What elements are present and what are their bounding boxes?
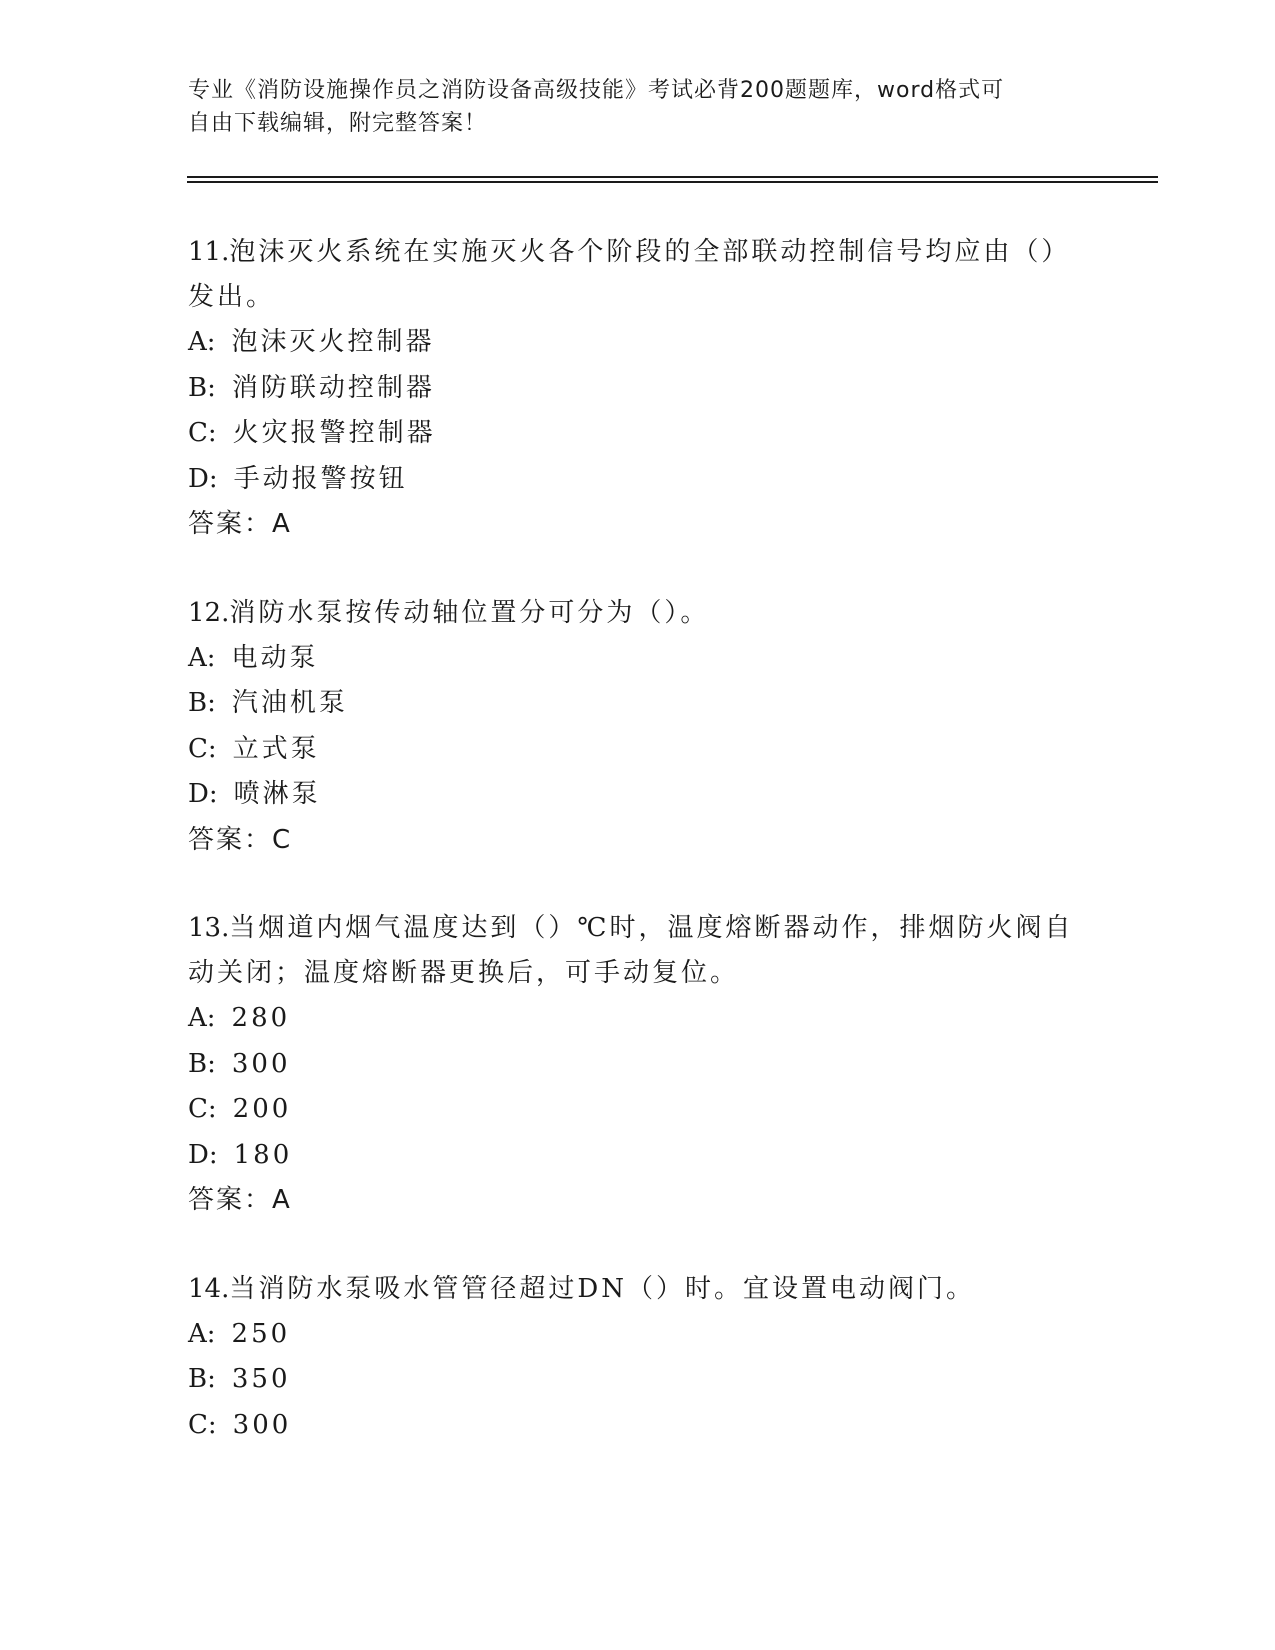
question-11 xyxy=(188,230,1088,548)
question-stem xyxy=(188,230,1088,320)
option-key: A: xyxy=(188,1318,216,1349)
option-b xyxy=(188,681,1088,727)
option-key: A: xyxy=(188,327,216,357)
question-14 xyxy=(188,1267,1088,1449)
option-text: 喷淋泵 xyxy=(233,779,321,809)
header-divider-top xyxy=(187,176,1158,178)
option-text: 火灾报警控制器 xyxy=(232,418,436,448)
option-key: D: xyxy=(188,779,218,809)
option-d xyxy=(188,457,1088,503)
question-number: 13. xyxy=(188,913,230,943)
option-c xyxy=(188,411,1088,457)
question-number: 12. xyxy=(188,597,230,628)
option-text: 手动报警按钮 xyxy=(233,463,408,494)
option-d xyxy=(188,772,1088,818)
option-text: 立式泵 xyxy=(232,733,320,764)
option-key: C: xyxy=(188,733,217,764)
question-text: 当烟道内烟气温度达到（）℃时，温度熔断器动作，排烟防火阀自动关闭；温度熔断器更换后，可手动复位。 xyxy=(188,913,1074,988)
option-key: A: xyxy=(188,642,216,673)
option-b xyxy=(188,366,1088,412)
question-text: 消防水泵按传动轴位置分可分为（）。 xyxy=(229,597,710,628)
option-key: B: xyxy=(188,1048,216,1079)
option-key: B: xyxy=(188,688,216,718)
option-text: 电动泵 xyxy=(231,642,319,673)
header-line-1: 专业《消防设施操作员之消防设备高级技能》考试必背200题题库，word格式可 xyxy=(188,78,1005,103)
answer-line: 答案：A xyxy=(188,509,292,539)
answer-line: 答案：C xyxy=(188,824,293,855)
option-key: B: xyxy=(188,372,216,403)
question-text: 当消防水泵吸水管管径超过DN（）时。宜设置电动阀门。 xyxy=(229,1273,975,1304)
option-text: 300 xyxy=(232,1409,292,1440)
option-text: 消防联动控制器 xyxy=(231,372,435,403)
header-line-2: 自由下载编辑，附完整答案！ xyxy=(188,111,488,136)
question-stem xyxy=(188,1267,1088,1312)
document-header xyxy=(188,74,1068,140)
option-text: 180 xyxy=(233,1139,293,1170)
header-divider-bottom xyxy=(187,181,1158,183)
option-c xyxy=(188,727,1088,773)
option-c xyxy=(188,1087,1088,1133)
option-key: D: xyxy=(188,463,218,494)
option-text: 泡沫灭火控制器 xyxy=(231,327,435,357)
question-12 xyxy=(188,591,1088,864)
option-b xyxy=(188,1042,1088,1088)
option-key: C: xyxy=(188,1094,217,1124)
answer-line: 答案：A xyxy=(188,1185,292,1215)
option-text: 200 xyxy=(232,1094,292,1124)
option-key: C: xyxy=(188,418,217,448)
option-key: A: xyxy=(188,1003,216,1033)
option-a xyxy=(188,996,1088,1042)
question-stem xyxy=(188,591,1088,636)
option-text: 250 xyxy=(231,1318,291,1349)
option-text: 280 xyxy=(231,1003,291,1033)
option-text: 汽油机泵 xyxy=(231,688,348,718)
question-stem xyxy=(188,906,1088,996)
question-number: 11. xyxy=(188,237,230,267)
option-d xyxy=(188,1133,1088,1179)
question-number: 14. xyxy=(188,1273,230,1304)
question-list xyxy=(188,230,1088,1491)
option-c xyxy=(188,1403,1088,1449)
question-13 xyxy=(188,906,1088,1224)
option-key: C: xyxy=(188,1409,217,1440)
option-a xyxy=(188,636,1088,682)
option-text: 300 xyxy=(231,1048,291,1079)
option-a xyxy=(188,320,1088,366)
question-text: 泡沫灭火系统在实施灭火各个阶段的全部联动控制信号均应由（）发出。 xyxy=(188,237,1071,312)
option-text: 350 xyxy=(231,1364,291,1394)
option-key: D: xyxy=(188,1139,218,1170)
option-key: B: xyxy=(188,1364,216,1394)
option-b xyxy=(188,1357,1088,1403)
option-a xyxy=(188,1312,1088,1358)
